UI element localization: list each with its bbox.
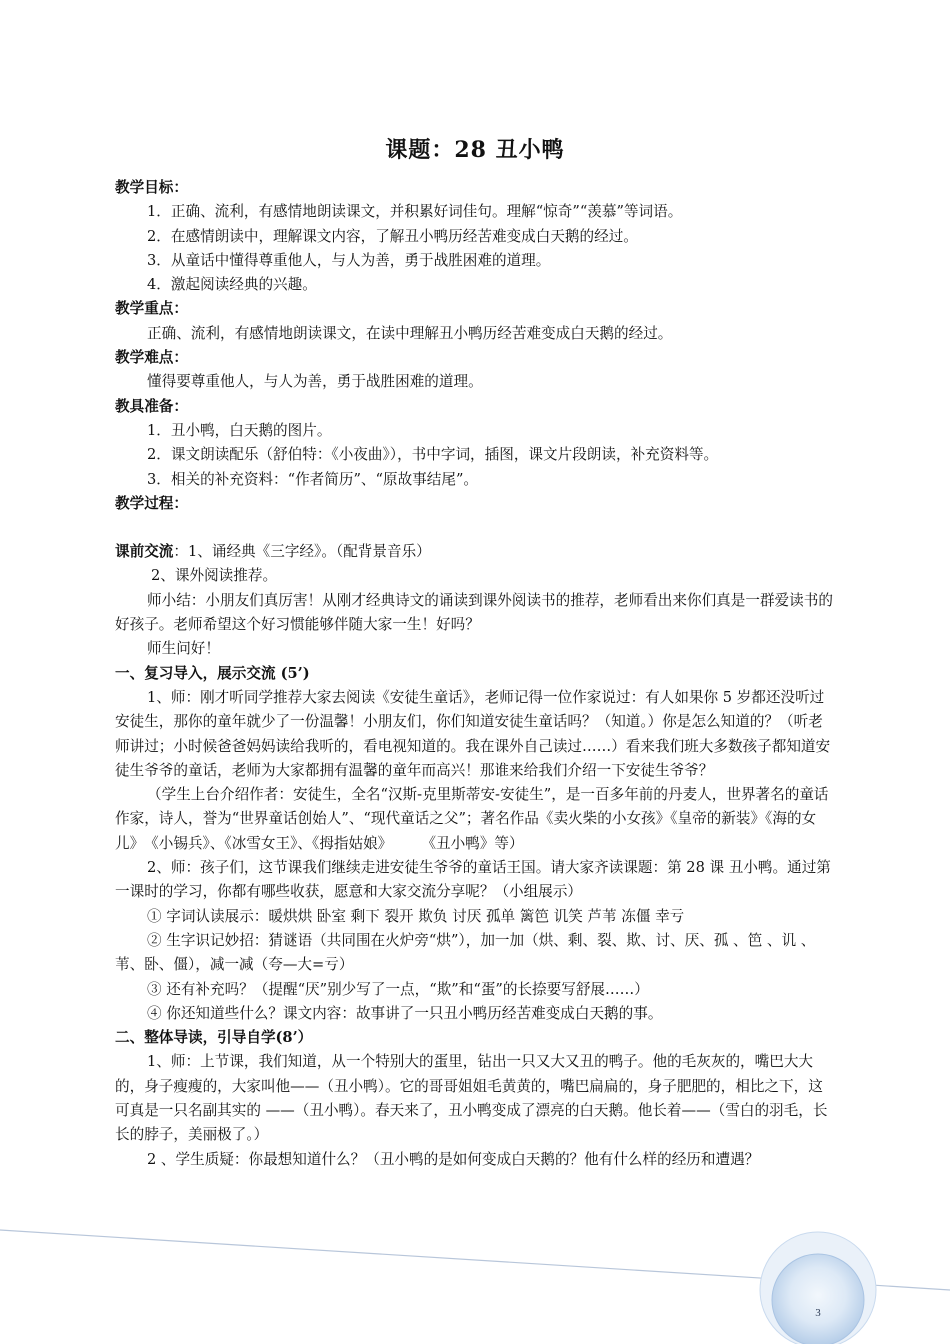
greeting: 师生问好！	[147, 640, 220, 658]
goal-item: 2．在感情朗读中，理解课文内容，了解丑小鸭历经苦难变成白天鹅的经过。	[147, 227, 638, 245]
prep-item: 1．丑小鸭，白天鹅的图片。	[147, 421, 332, 439]
difficulty-text: 懂得要尊重他人，与人为善，勇于战胜困难的道理。	[147, 373, 483, 391]
teacher-summary: 师小结：小朋友们真厉害！从刚才经典诗文的诵读到课外阅读书的推荐，老师看出来你们真是一群爱读书的好孩子。老师希望这个好习惯能够伴随大家一生！好吗？	[115, 591, 833, 634]
paragraph: 2 、学生质疑：你最想知道什么？（丑小鸭的是如何变成白天鹅的？他有什么样的经历和遭遇？	[147, 1150, 760, 1168]
document-body	[115, 176, 837, 1172]
list-item: ② 生字识记妙招：猜谜语（共同围在火炉旁“烘”），加一加（烘、剩、裂、欺、讨、厌、孤 、笆 、讥 、苇、卧、僵），减一减（夸—大=亏）	[115, 931, 816, 974]
paragraph: 1、师：上节课，我们知道，从一个特别大的蛋里，钻出一只又大又丑的鸭子。他的毛灰灰的，嘴巴大大的，身子瘦瘦的，大家叫他——（丑小鸭）。它的哥哥姐姐毛黄黄的，嘴巴扁扁的，身子肥肥的，相比之下，这可真是一只名副其实的 ——（丑小鸭）。春天来了，丑小鸭变成了漂亮的白天鹅。他长着——（雪白的羽毛，长长的脖子，美丽极了。）	[115, 1053, 828, 1144]
list-item: ① 字词认读展示：暖烘烘 卧室 剩下 裂开 欺负 讨厌 孤单 篱笆 讥笑 芦苇 冻僵 幸亏	[147, 907, 685, 925]
prep-heading: 教具准备：	[115, 397, 188, 415]
blank-line	[115, 516, 837, 540]
paragraph: 2、师：孩子们，这节课我们继续走进安徒生爷爷的童话王国。请大家齐读课题：第 28 课 丑小鸭。通过第一课时的学习，你都有哪些收获，愿意和大家交流分享呢？（小组展示）	[115, 859, 831, 901]
goal-item: 3．从童话中懂得尊重他人，与人为善，勇于战胜困难的道理。	[147, 251, 551, 269]
decorative-ring-inner	[772, 1254, 864, 1344]
key-heading: 教学重点：	[115, 300, 188, 318]
list-item: ③ 还有补充吗？（提醒“厌”别少写了一点，“欺”和“蛋”的长捺要写舒展……）	[147, 980, 649, 998]
paragraph: 1、师：刚才听同学推荐大家去阅读《安徒生童话》，老师记得一位作家说过：有人如果你 5 岁都还没听过安徒生，那你的童年就少了一份温馨！小朋友们，你们知道安徒生童话吗？（知道。）你是怎么知道的？（听老师讲过；小时候爸爸妈妈读给我听的，看电视知道的。我在课外自己读过……）看来我们班大多数孩子都知道安徒生爷爷的童话，老师为大家都拥有温馨的童年而高兴！那谁来给我们介绍一下安徒生爷爷？	[115, 688, 831, 779]
paragraph: （学生上台介绍作者：安徒生，全名“汉斯-克里斯蒂安-安徒生”，是一百多年前的丹麦人，世界著名的童话作家，诗人，誉为“世界童话创始人”、“现代童话之父”；著名作品《卖火柴的小女孩》《皇帝的新装》《海的女儿》 《小锡兵》、《冰雪女王》、《拇指姑娘》 《丑小鸭》等）	[115, 786, 829, 852]
goals-heading: 教学目标：	[115, 179, 188, 196]
prep-item: 2．课文朗读配乐（舒伯特：《小夜曲》），书中字词，插图，课文片段朗读，补充资料等。	[147, 446, 719, 464]
goal-item: 1．正确、流利，有感情地朗读课文，并积累好词佳句。理解“惊奇”“羡慕”等词语。	[147, 203, 683, 221]
part1-heading: 一、复习导入，展示交流 (5’)	[115, 664, 310, 682]
prep-item: 3．相关的补充资料：“作者简历”、“原故事结尾”。	[147, 470, 479, 488]
pre-class-item-2: 2、课外阅读推荐。	[151, 567, 278, 585]
part2-heading: 二、整体导读，引导自学(8’）	[115, 1029, 313, 1047]
difficulty-heading: 教学难点：	[115, 349, 188, 367]
pre-class-label: 课前交流	[115, 543, 174, 561]
pre-class-line	[115, 540, 837, 564]
page-number: 3	[815, 1307, 821, 1319]
goal-item: 4．激起阅读经典的兴趣。	[147, 276, 317, 294]
process-heading: 教学过程：	[115, 494, 188, 512]
page-title: 课题：28 丑小鸭	[385, 137, 565, 163]
pre-class-item-1: ：1、诵经典《三字经》。（配背景音乐）	[173, 543, 431, 561]
list-item: ④ 你还知道些什么？课文内容：故事讲了一只丑小鸭历经苦难变成白天鹅的事。	[147, 1004, 663, 1022]
key-text: 正确、流利，有感情地朗读课文，在读中理解丑小鸭历经苦难变成白天鹅的经过。	[147, 324, 673, 342]
